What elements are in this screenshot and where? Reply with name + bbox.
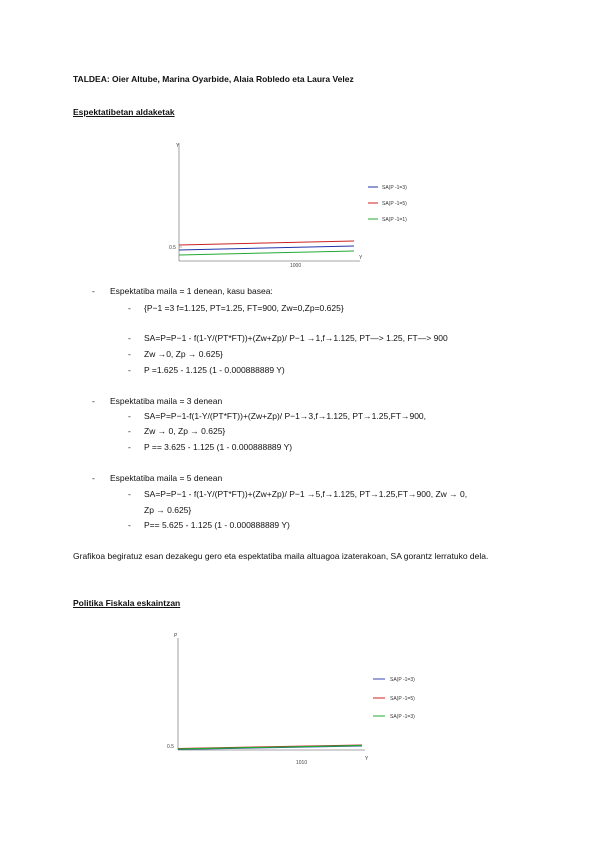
sub-dash: - — [128, 489, 131, 499]
sub-dash: - — [128, 333, 131, 343]
legend-entry-2: SA(P -1=5) — [382, 201, 407, 207]
sub-dash: - — [128, 520, 131, 530]
y-tick-label: 0.5 — [169, 245, 176, 251]
x-axis-label: Y — [365, 756, 369, 762]
sub-dash: - — [128, 411, 131, 421]
case5-line-1: SA=P=P−1 - f(1-Y/(PT*FT))+(Zw+Zp)/ P−1 →5,f→1.125, PT→1.25,FT→900, Zw → 0, — [144, 489, 468, 499]
legend-entry-3: SA(P -1=1) — [382, 217, 407, 223]
case1-line-3: Zw →0, Zp → 0.625} — [144, 349, 223, 359]
x-tick-label: 1010 — [296, 760, 308, 766]
legend-entry-2: SA(P -1=5) — [390, 696, 415, 702]
series-line-3 — [178, 746, 362, 750]
y-tick-label: 0.5 — [167, 744, 174, 750]
list-dash: - — [92, 286, 95, 296]
sub-dash: - — [128, 303, 131, 313]
y-axis-label: P — [174, 633, 178, 639]
sub-dash: - — [128, 365, 131, 375]
case5-line-3: P== 5.625 - 1.125 (1 - 0.000888889 Y) — [144, 520, 290, 530]
case1-line-1: {P−1 =3 f=1.125, PT=1.25, FT=900, Zw=0,Zp=0.625} — [144, 303, 344, 313]
case5-heading: Espektatiba maila = 5 denean — [110, 473, 223, 483]
list-dash: - — [92, 473, 95, 483]
case3-line-3: P == 3.625 - 1.125 (1 - 0.000888889 Y) — [144, 442, 293, 452]
legend-entry-1: SA(P -1=3) — [382, 185, 407, 191]
series-line-p5 — [179, 241, 354, 245]
chart-espektatibak — [160, 138, 420, 273]
case1-heading: Espektatiba maila = 1 denean, kasu basea: — [110, 286, 273, 296]
y-axis-label: Y — [176, 143, 180, 149]
conclusion-paragraph: Grafikoa begiratuz esan dezakegu gero eta espektatiba maila altuagoa izaterakoan, SA gorantz lerratuko dela. — [73, 551, 489, 561]
sub-dash: - — [128, 349, 131, 359]
case5-line-2: Zp → 0.625} — [144, 505, 192, 515]
case3-line-2: Zw → 0, Zp → 0.625} — [144, 426, 226, 436]
series-line-p3 — [179, 246, 354, 250]
document-header: TALDEA: Oier Altube, Marina Oyarbide, Alaia Robledo eta Laura Velez — [73, 74, 354, 84]
case1-line-2: SA=P=P−1 - f(1-Y/(PT*FT))+(Zw+Zp)/ P−1 →1,f→1.125, PT—> 1.25, FT—> 900 — [144, 333, 448, 343]
list-dash: - — [92, 396, 95, 406]
legend-entry-3: SA(P -1=3) — [390, 714, 415, 720]
x-tick-label: 1000 — [290, 263, 302, 269]
x-axis-label: Y — [359, 255, 363, 261]
case1-line-4: P =1.625 - 1.125 (1 - 0.000888889 Y) — [144, 365, 285, 375]
section-title-politika-fiskala: Politika Fiskala eskaintzan — [73, 598, 181, 608]
case3-heading: Espektatiba maila = 3 denean — [110, 396, 223, 406]
series-line-p1 — [179, 251, 354, 255]
sub-dash: - — [128, 426, 131, 436]
section-title-espektatibak: Espektatibetan aldaketak — [73, 107, 175, 117]
legend-entry-1: SA(P -1=3) — [390, 677, 415, 683]
sub-dash: - — [128, 442, 131, 452]
case3-line-1: SA=P=P−1-f(1-Y/(PT*FT))+(Zw+Zp)/ P−1→3,f→1.125, PT→1.25,FT→900, — [144, 411, 427, 421]
chart-politika-fiskala — [160, 630, 440, 770]
